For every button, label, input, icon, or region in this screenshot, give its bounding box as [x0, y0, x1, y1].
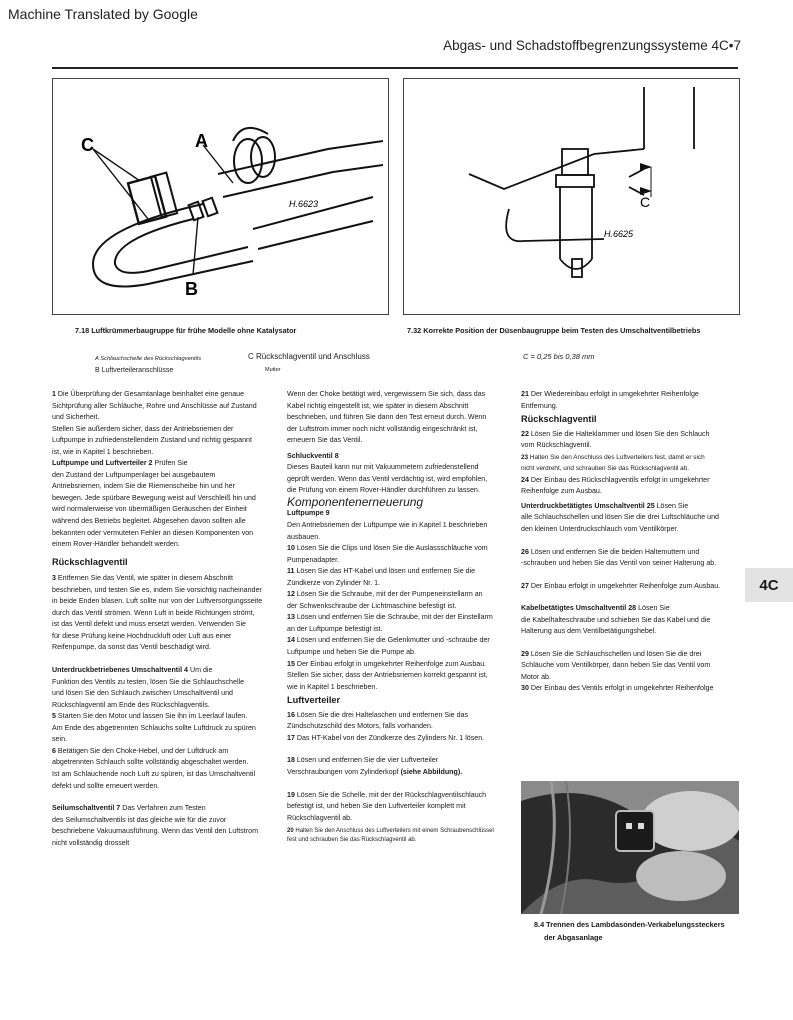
body-text: Das HT-Kabel von der Zündkerze des Zylinders Nr. 1 lösen. — [294, 733, 485, 742]
callout-a-label: A — [195, 131, 208, 151]
body-text: Lösen Sie — [654, 501, 689, 510]
paragraph-number: 11 — [287, 567, 295, 576]
chapter-tab: 4C — [745, 568, 793, 602]
figure-air-manifold — [52, 78, 389, 315]
section-heading: Rückschlagventil — [521, 414, 597, 425]
body-text: Dieses Bauteil kann nur mit Vakuummetern zufriedenstellend — [287, 463, 479, 472]
body-text: Lösen Sie die Schlauchschellen und lösen Sie die drei — [528, 649, 702, 658]
body-text: Lösen Sie die Halteklammer und lösen Sie den Schlauch — [528, 429, 710, 438]
body-text: Lösen Sie die Schelle, mit der der Rückschlagventilschlauch — [294, 790, 487, 799]
paragraph-number: 6 — [52, 746, 56, 755]
body-text: Wenn der Choke betätigt wird, vergewissern Sie sich, dass das — [287, 390, 486, 398]
body-text: abgetrennten Schlauch sollte vollständig abgeschaltet werden. — [52, 758, 249, 767]
body-text: Lösen und entfernen Sie die Gelenkmutter und -schraube der — [294, 636, 490, 645]
body-text: ausbauen. — [287, 532, 321, 541]
body-text: geprüft werden. Wenn das Ventil verdächtig ist, wird empfohlen, — [287, 474, 488, 483]
body-text: an der Luftpumpe befestigt ist. — [287, 624, 383, 633]
body-text: Um die — [188, 666, 213, 675]
body-text: vom Rückschlagventil. — [521, 441, 592, 450]
body-text: der Luftstrom immer noch nicht vollständig eingeschränkt ist, — [287, 424, 478, 433]
body-text: Ist am Schlauchende noch Luft zu spüren, ist das Umschaltventil — [52, 769, 256, 778]
body-text: Stellen Sie sicher, dass der Antriebsriemen korrekt gespannt ist, — [287, 671, 488, 680]
body-text: Sichtprüfung aller Schläuche, Rohre und Anschlüsse auf Zustand — [52, 401, 257, 410]
body-text: beschrieben, und führen Sie dann den Test erneut durch. Wenn — [287, 413, 487, 422]
paragraph-number: 23 — [521, 453, 529, 461]
body-text: Zündschutzschild des Motors, falls vorhanden. — [287, 722, 433, 731]
body-text: Rückschlagventil ab. — [287, 813, 353, 822]
body-text: Betätigen Sie den Choke-Hebel, und der Luftdruck am — [55, 746, 229, 755]
subheading: Luftpumpe und Luftverteiler 2 — [52, 459, 153, 468]
body-text: die Prüfung von einem Rover-Händler durchführen zu lassen. — [287, 486, 480, 495]
paragraph-number: 3 — [52, 574, 56, 583]
body-text: bewegen. Jede spürbare Bewegung weist auf Verschleiß hin und — [52, 493, 256, 502]
body-text: wie in Kapitel 1 beschrieben. — [287, 682, 378, 691]
body-text: Lösen Sie — [636, 604, 670, 613]
paragraph-number: 15 — [287, 659, 295, 668]
body-text: Lösen und entfernen Sie die beiden Haltemuttern und — [528, 547, 700, 556]
body-text: den kleinen Unterdruckschlauch vom Ventilkörper. — [521, 525, 679, 534]
body-text: und Sicherheit. — [52, 413, 100, 422]
paragraph-number: 12 — [287, 590, 295, 599]
photo-illustration — [521, 781, 739, 914]
paragraph-number: 20 — [287, 828, 294, 835]
legend-b: B Luftverteileranschlüsse — [95, 367, 174, 374]
body-text: alle Schlauchschellen und lösen Sie die drei Luftschläuche und — [521, 513, 719, 522]
paragraph-number: 16 — [287, 710, 295, 719]
body-text: Lösen Sie die drei Haltelaschen und entfernen Sie das — [294, 710, 469, 719]
body-text: beschriebene Vakuumausführung. Wenn das Ventil den Luftstrom — [52, 827, 258, 836]
body-text: nicht vollständig drosselt — [52, 838, 130, 847]
subheading: Seilumschaltventil 7 — [52, 804, 121, 813]
body-text: Der Einbau des Ventils erfolgt in umgekehrter Reihenfolge — [528, 684, 714, 693]
body-text: Reifenpumpe, da sonst das Ventil beschädigt wird. — [52, 643, 211, 652]
body-text: erneuern Sie das Ventil. — [287, 436, 363, 445]
legend-c-range: C = 0,25 bis 0,38 mm — [523, 352, 595, 361]
body-text: Das Verfahren zum Testen — [120, 804, 206, 813]
subheading: Kabelbetätigtes Umschaltventil 28 — [521, 604, 637, 613]
page-header-title: Abgas- und Schadstoffbegrenzungssysteme 4C•7 — [443, 38, 741, 53]
body-text: ist das Ventil defekt und muss ersetzt werden. Verwenden Sie — [52, 620, 247, 629]
body-text: defekt und sollte erneuert werden. — [52, 781, 160, 790]
subheading: Unterdruckbetriebenes Umschaltventil 4 — [52, 666, 189, 675]
callout-c-label: C — [640, 194, 651, 210]
figure-reference: (siehe Abbildung). — [400, 767, 463, 776]
body-text: Zündkerze von Zylinder Nr. 1. — [287, 578, 381, 587]
body-text: Der Wiedereinbau erfolgt in umgekehrter Reihenfolge — [528, 390, 699, 398]
body-text: -schrauben und heben Sie das Ventil von seiner Halterung ab. — [521, 559, 717, 568]
body-text: bekannten oder vermuteten Fehler an diesen Komponenten von — [52, 528, 254, 537]
body-text: Am Ende des abgetrennten Schlauchs sollte Luftdruck zu spüren — [52, 723, 256, 732]
legend-c: C Rückschlagventil und Anschluss — [248, 352, 370, 361]
body-text: Antriebsriemen, indem Sie die Riemenscheibe hin und her — [52, 482, 235, 491]
body-text: Prüfen Sie — [152, 459, 188, 468]
body-text: Lösen und entfernen Sie die Schraube, mit der der Einstellarm — [294, 613, 493, 622]
section-heading: Rückschlagventil — [52, 556, 128, 567]
subheading: Luftpumpe 9 — [287, 509, 330, 518]
paragraph-number: 26 — [521, 547, 529, 556]
figure-nozzle-assembly — [403, 78, 740, 315]
body-text: Der Einbau erfolgt in umgekehrter Reihenfolge zum Ausbau. — [294, 659, 487, 668]
body-text: wird normalerweise von übermäßigen Geräuschen der Einheit — [52, 505, 247, 514]
callout-b-label: B — [185, 279, 198, 299]
body-text: ist, wie in Kapitel 1 beschrieben. — [52, 447, 154, 456]
air-manifold-drawing — [53, 79, 388, 314]
figure-caption-7-32: 7.32 Korrekte Position der Düsenbaugruppe beim Testen des Umschaltventilbetriebs — [407, 326, 701, 335]
body-text: Entfernung. — [521, 401, 558, 410]
paragraph-number: 13 — [287, 613, 295, 622]
paragraph-number: 1 — [52, 390, 56, 398]
paragraph-number: 29 — [521, 649, 529, 658]
body-text: Funktion des Ventils zu testen, lösen Sie die Schlauchschelle — [52, 677, 245, 686]
paragraph-number: 5 — [52, 712, 56, 721]
body-text: Schläuche vom Ventilkörper, dann heben Sie das Ventil vom — [521, 661, 711, 670]
body-text: den Zustand der Luftpumpenlager bei ausgebautem — [52, 470, 216, 479]
body-text: Lösen und entfernen Sie die vier Luftverteiler — [294, 756, 439, 765]
body-text: Die Überprüfung der Gesamtanlage beinhaltet eine genaue — [55, 390, 245, 398]
body-text: Verschraubungen vom Zylinderkopf — [287, 767, 401, 776]
body-text: in beide Enden blasen. Luft sollte nur von der Luftversorgungsseite — [52, 597, 263, 606]
paragraph-number: 14 — [287, 636, 295, 645]
body-text: Luftpumpe und heben Sie die Pumpe ab. — [287, 648, 416, 657]
body-text: Halterung aus dem Ventilbetätigungshebel. — [521, 627, 657, 636]
body-text: Motor ab. — [521, 672, 551, 681]
body-text: Reihenfolge zum Ausbau. — [521, 487, 602, 496]
section-heading: Komponentenerneuerung — [287, 494, 424, 509]
body-text: Halten Sie den Anschluss des Luftverteilers fest, damit er sich — [528, 453, 705, 461]
body-text: Rückschlagventil am Ende des Rückschlagventils. — [52, 700, 210, 709]
paragraph-number: 17 — [287, 733, 295, 742]
body-text: Den Antriebsriemen der Luftpumpe wie in Kapitel 1 beschrieben — [287, 521, 488, 530]
body-text: einem Rover-Händler behandelt werden. — [52, 540, 180, 549]
figure-caption-7-18: 7.18 Luftkrümmerbaugruppe für frühe Modelle ohne Katalysator — [75, 326, 297, 335]
header-rule — [52, 67, 738, 69]
body-text: Kabel richtig eingestellt ist, wie später in diesem Abschnitt — [287, 401, 469, 410]
body-text: Entfernen Sie das Ventil, wie später in diesem Abschnitt — [55, 574, 234, 583]
legend-a: A Schlauchschelle des Rückschlagventils — [95, 356, 202, 362]
body-text: Der Einbau des Rückschlagventils erfolgt in umgekehrter — [528, 475, 710, 484]
paragraph-number: 22 — [521, 429, 529, 438]
body-text: befestigt ist, und heben Sie den Luftverteiler komplett mit — [287, 802, 466, 811]
body-text: Lösen Sie die Schraube, mit der der Pumpeneinstellarm an — [294, 590, 483, 599]
section-heading: Luftverteiler — [287, 695, 341, 706]
body-text: der Schwenkschraube der Lichtmaschine befestigt ist. — [287, 601, 457, 610]
body-text: fest und schrauben Sie das Rückschlagventil ab. — [287, 837, 417, 844]
subheading: Unterdruckbetätigtes Umschaltventil 25 — [521, 501, 655, 510]
body-text: Der Einbau erfolgt in umgekehrter Reihenfolge zum Ausbau. — [528, 581, 721, 590]
paragraph-number: 19 — [287, 790, 295, 799]
drawing-code: H.6623 — [289, 199, 319, 209]
body-text: beschrieben, und testen Sie es, indem Sie vorsichtig nacheinander — [52, 585, 262, 594]
paragraph-number: 18 — [287, 756, 295, 765]
body-text: für diese Prüfung keine Hochdruckluft oder Luft aus einer — [52, 631, 232, 640]
photo-caption-line1: 8.4 Trennen des Lambdasonden-Verkabelungssteckers — [534, 920, 725, 929]
paragraph-number: 10 — [287, 544, 295, 553]
body-text: Halten Sie den Anschluss des Luftverteilers mit einem Schraubenschlüssel — [293, 828, 494, 835]
body-text: sein. — [52, 735, 67, 744]
paragraph-number: 30 — [521, 684, 529, 693]
photo-caption-line2: der Abgasanlage — [544, 933, 603, 942]
paragraph-number: 24 — [521, 475, 529, 484]
photo-lambda-connector — [521, 781, 739, 914]
text-column-1 — [52, 389, 284, 849]
drawing-code: H.6625 — [604, 229, 634, 239]
body-text: des Seilumschaltventils ist das gleiche wie für die zuvor — [52, 815, 227, 824]
machine-translation-banner: Machine Translated by Google — [8, 6, 198, 22]
body-text: Starten Sie den Motor und lassen Sie ihn im Leerlauf laufen. — [55, 712, 248, 721]
body-text: Lösen Sie die Clips und lösen Sie die Auslassschläuche vom — [294, 544, 488, 553]
body-text: nicht verdreht, und schrauben Sie das Rückschlagventil ab. — [521, 465, 690, 473]
paragraph-number: 27 — [521, 581, 529, 590]
body-text: Lösen Sie das HT-Kabel und lösen und entfernen Sie die — [294, 567, 476, 576]
body-text: Pumpenadapter. — [287, 555, 340, 564]
body-text: und lösen Sie den Schlauch zwischen Umschaltventil und — [52, 689, 233, 698]
body-text: Stellen Sie außerdem sicher, dass der Antriebsriemen der — [52, 424, 234, 433]
text-column-2 — [287, 389, 515, 845]
body-text: Luftpumpe in zufriedenstellendem Zustand und richtig gespannt — [52, 436, 252, 445]
body-text: durch das Ventil strömen. Wenn Luft in beide Richtungen strömt, — [52, 608, 255, 617]
legend-mutter: Mutter — [265, 367, 281, 373]
body-text: die Kabelhalteschraube und schieben Sie das Kabel und die — [521, 615, 711, 624]
callout-c-label: C — [81, 135, 94, 155]
nozzle-assembly-drawing — [404, 79, 739, 314]
subheading: Schluckventil 8 — [287, 451, 339, 460]
body-text: während des Betriebs begleitet. Abgesehen davon sollten alle — [52, 517, 246, 526]
text-column-3 — [521, 389, 743, 695]
paragraph-number: 21 — [521, 390, 529, 398]
